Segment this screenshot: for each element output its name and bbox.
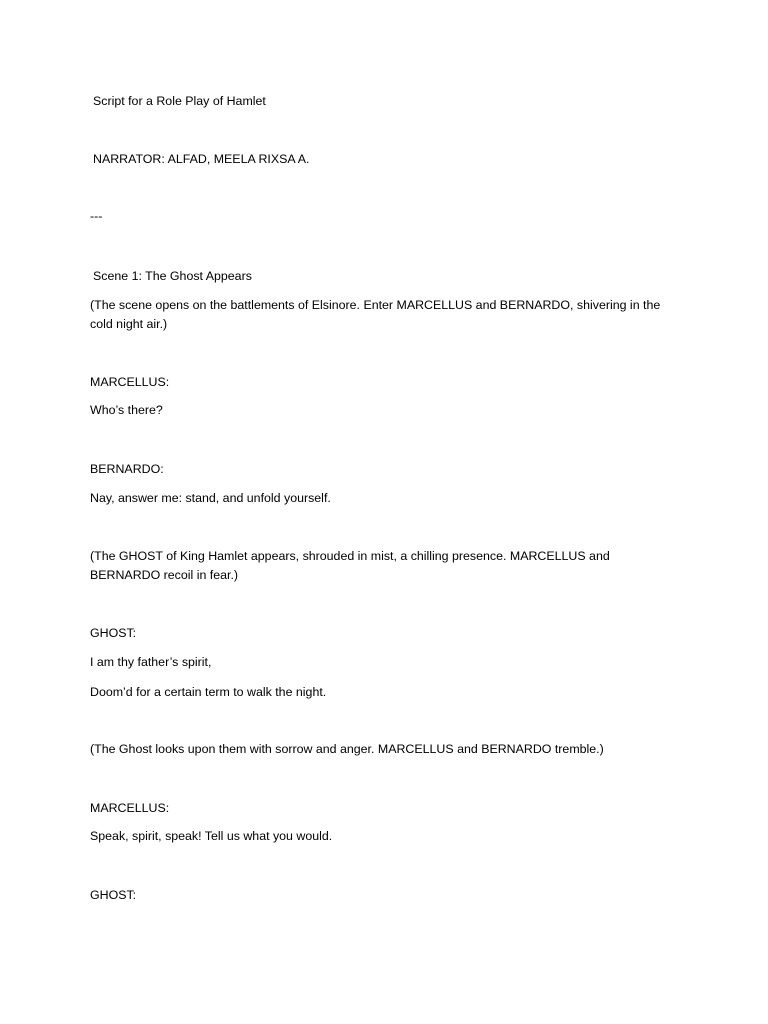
stage-direction: (The Ghost looks upon them with sorrow and anger. MARCELLUS and BERNARDO tremble.) [90,742,604,756]
separator: --- [90,209,103,223]
stage-direction: (The scene opens on the battlements of Elsinore. Enter MARCELLUS and BERNARDO, shivering in the cold night air.) [90,298,661,331]
speaker-label: MARCELLUS: [90,375,170,389]
speaker-label: GHOST: [90,626,137,640]
dialogue-line: Doom’d for a certain term to walk the night. [90,685,327,699]
stage-direction: (The GHOST of King Hamlet appears, shrouded in mist, a chilling presence. MARCELLUS and BERNARDO recoil in fear.) [90,549,610,582]
dialogue-line: Speak, spirit, speak! Tell us what you would. [90,829,333,843]
dialogue-line: Who’s there? [90,403,163,417]
dialogue-line: I am thy father’s spirit, [90,655,212,669]
speaker-label: BERNARDO: [90,462,164,476]
speaker-label: GHOST: [90,888,137,902]
dialogue-line: Nay, answer me: stand, and unfold yourself. [90,491,331,505]
document-title: Script for a Role Play of Hamlet [93,94,266,108]
speaker-label: MARCELLUS: [90,801,170,815]
narrator-line: NARRATOR: ALFAD, MEELA RIXSA A. [93,152,310,166]
scene-heading: Scene 1: The Ghost Appears [93,269,252,283]
